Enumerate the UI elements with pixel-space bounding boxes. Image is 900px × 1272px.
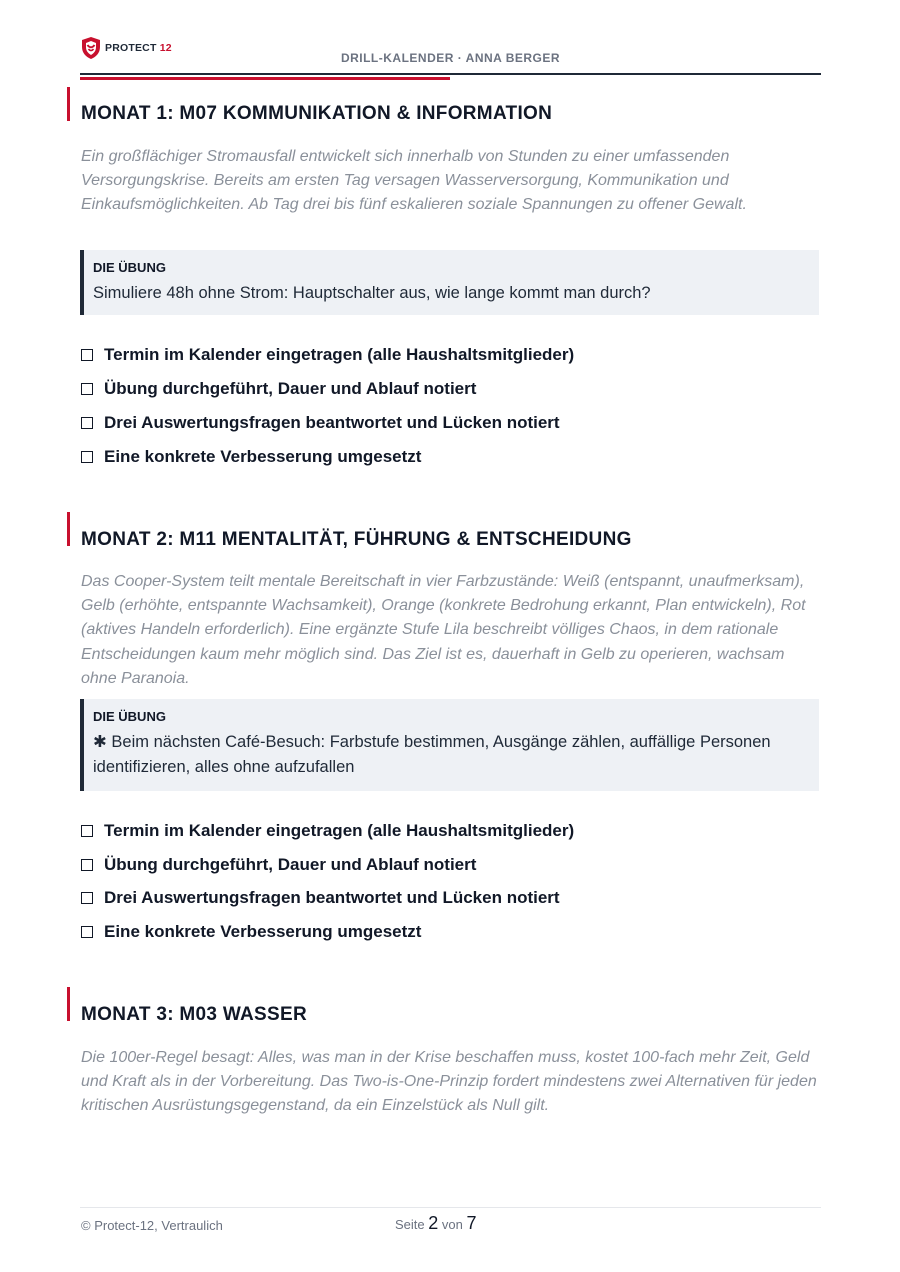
checkbox[interactable] xyxy=(81,383,93,395)
exercise-box xyxy=(80,250,819,315)
section-title: MONAT 1: M07 KOMMUNIKATION & INFORMATION xyxy=(81,103,553,124)
checklist-label: Drei Auswertungsfragen beantwortet und Lücken notiert xyxy=(104,413,560,432)
logo-brand: PROTECT xyxy=(105,42,157,54)
checkbox[interactable] xyxy=(81,892,93,904)
exercise-box xyxy=(80,699,819,791)
logo-number: 12 xyxy=(159,42,172,54)
section-accent-bar xyxy=(67,512,70,546)
section-title: MONAT 2: M11 MENTALITÄT, FÜHRUNG & ENTSCHEIDUNG xyxy=(81,529,632,550)
header-accent-line xyxy=(80,77,450,80)
checklist-label: Eine konkrete Verbesserung umgesetzt xyxy=(104,447,422,466)
page-header xyxy=(80,36,821,80)
section-accent-bar xyxy=(67,987,70,1021)
document-title: DRILL-KALENDER · ANNA BERGER xyxy=(340,51,561,65)
checkbox[interactable] xyxy=(81,451,93,463)
checklist-item[interactable] xyxy=(81,922,421,942)
exercise-label: DIE ÜBUNG xyxy=(93,260,166,275)
exercise-label: DIE ÜBUNG xyxy=(93,709,166,724)
footer-divider xyxy=(80,1207,821,1208)
checklist-item[interactable] xyxy=(81,821,574,841)
page-total: 7 xyxy=(466,1213,477,1233)
checklist-item[interactable] xyxy=(81,379,476,399)
header-divider xyxy=(80,73,821,75)
checklist-item[interactable] xyxy=(81,413,560,433)
section-description: Ein großflächiger Stromausfall entwickelt sich innerhalb von Stunden zu einer umfassenden Versorgungskrise. Bereits am ersten Tag versagen Wasserversorgung, Kommunikation und Einkaufsmöglichkeiten. Ab Tag drei bis fünf eskalieren soziale Spannungen zu offener Gewalt. xyxy=(81,148,747,214)
checklist-label: Übung durchgeführt, Dauer und Ablauf notiert xyxy=(104,379,477,398)
footer-copyright: © Protect-12, Vertraulich xyxy=(81,1218,223,1233)
checkbox[interactable] xyxy=(81,349,93,361)
page-separator: von xyxy=(441,1217,463,1232)
section-description: Die 100er-Regel besagt: Alles, was man in der Krise beschaffen muss, kostet 100-fach mehr Zeit, Geld und Kraft als in der Vorbereitung. Das Two-is-One-Prinzip fordert mindestens zwei Alternativen für jeden kritischen Ausrüstungsgegenstand, da ein Einzelstück als Null gilt. xyxy=(81,1049,817,1115)
checklist-item[interactable] xyxy=(81,447,421,467)
exercise-text: Simuliere 48h ohne Strom: Hauptschalter aus, wie lange kommt man durch? xyxy=(93,284,651,302)
checklist-item[interactable] xyxy=(81,345,574,365)
checkbox[interactable] xyxy=(81,825,93,837)
checklist-label: Eine konkrete Verbesserung umgesetzt xyxy=(104,922,422,941)
section-title: MONAT 3: M03 WASSER xyxy=(81,1004,307,1025)
checklist-label: Termin im Kalender eingetragen (alle Haushaltsmitglieder) xyxy=(104,821,575,840)
checklist-label: Drei Auswertungsfragen beantwortet und Lücken notiert xyxy=(104,888,560,907)
checklist-label: Übung durchgeführt, Dauer und Ablauf notiert xyxy=(104,855,477,874)
checkbox[interactable] xyxy=(81,417,93,429)
checkbox[interactable] xyxy=(81,926,93,938)
exercise-text: ✱ Beim nächsten Café-Besuch: Farbstufe bestimmen, Ausgänge zählen, auffällige Personen identifizieren, alles ohne aufzufallen xyxy=(93,733,771,776)
checklist-item[interactable] xyxy=(81,855,476,875)
section-description: Das Cooper-System teilt mentale Bereitschaft in vier Farbzustände: Weiß (entspannt, unaufmerksam), Gelb (erhöhte, entspannte Wachsamkeit), Orange (konkrete Bedrohung erkannt, Plan entwickeln), Rot (aktives Handeln erforderlich). Eine ergänzte Stufe Lila beschreibt völliges Chaos, in dem rationale Entscheidungen kaum mehr möglich sind. Das Ziel ist es, dauerhaft in Gelb zu operieren, wachsam ohne Paranoia. xyxy=(81,573,806,687)
checkbox[interactable] xyxy=(81,859,93,871)
page-number xyxy=(395,1213,477,1234)
section-accent-bar xyxy=(67,87,70,121)
checklist-label: Termin im Kalender eingetragen (alle Haushaltsmitglieder) xyxy=(104,345,575,364)
page-prefix: Seite xyxy=(395,1217,425,1232)
checklist-item[interactable] xyxy=(81,888,560,908)
page-current: 2 xyxy=(428,1213,439,1233)
